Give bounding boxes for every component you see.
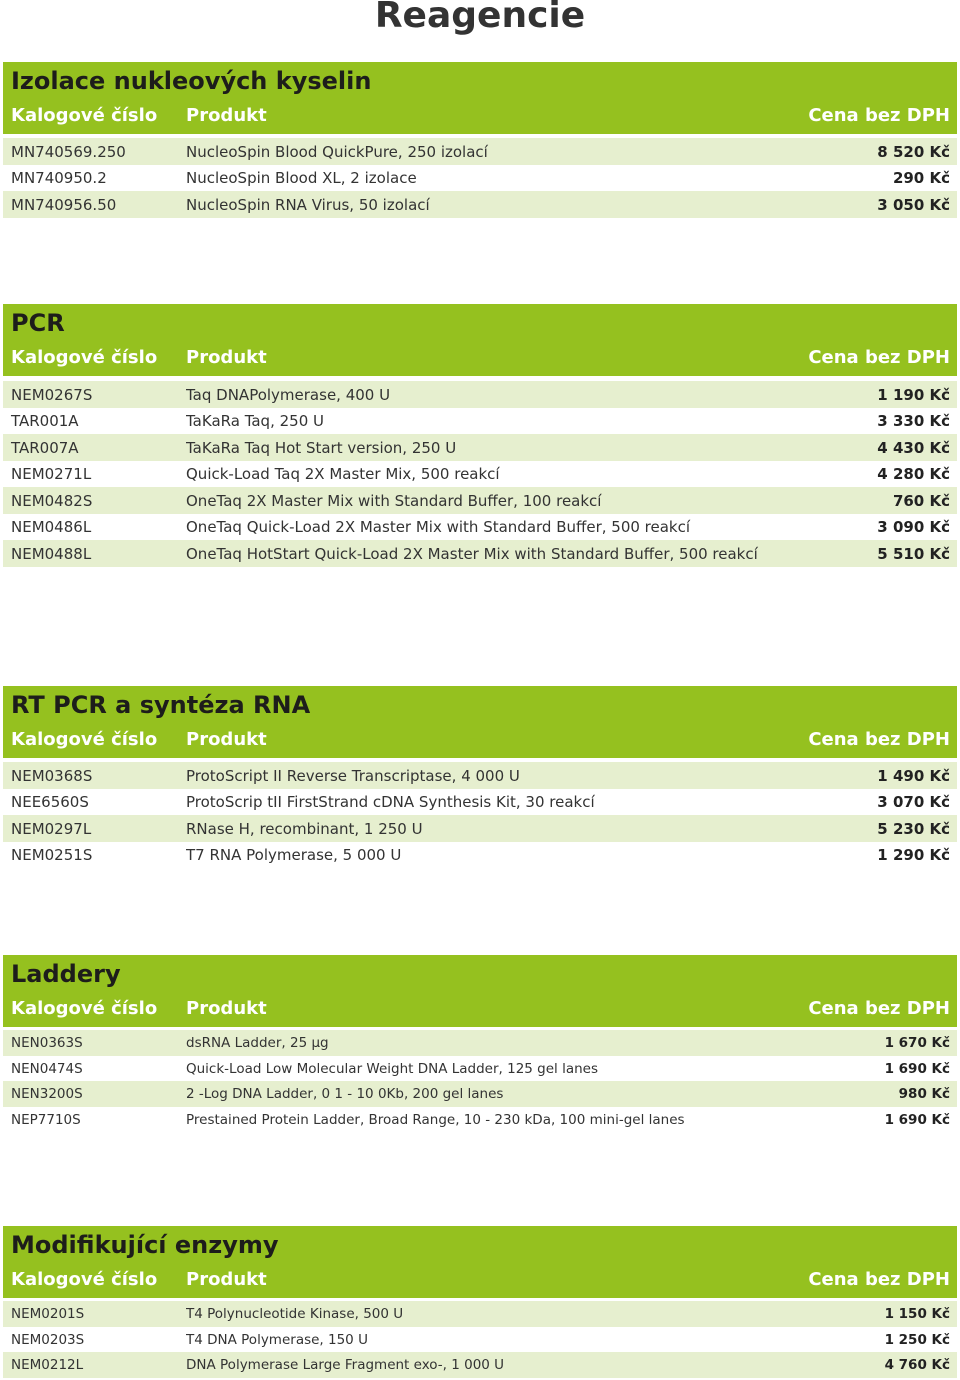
table-row	[3, 1030, 957, 1056]
section-header	[3, 1226, 957, 1298]
section-header	[3, 686, 957, 758]
row-price: 1 670 Kč	[884, 1035, 950, 1051]
column-headers	[3, 1262, 957, 1298]
row-code: NEM0297L	[11, 819, 92, 838]
row-code: NEM0201S	[11, 1306, 85, 1322]
row-product: NucleoSpin Blood XL, 2 izolace	[186, 169, 417, 187]
row-code: MN740950.2	[11, 169, 107, 187]
table-row	[3, 381, 957, 408]
row-price: 1 150 Kč	[884, 1306, 950, 1322]
row-product: OneTaq 2X Master Mix with Standard Buffer, 100 reakcí	[186, 491, 602, 510]
column-headers	[3, 340, 957, 376]
table-row	[3, 1081, 957, 1107]
row-code: MN740569.250	[11, 142, 126, 161]
col-price: Cena bez DPH	[808, 729, 950, 750]
row-product: Taq DNAPolymerase, 400 U	[186, 385, 391, 404]
row-price: 980 Kč	[898, 1086, 950, 1102]
row-code: NEE6560S	[11, 793, 89, 811]
table-row	[3, 191, 957, 218]
col-catalog: Kalogové číslo	[11, 1269, 158, 1290]
col-catalog: Kalogové číslo	[11, 998, 158, 1019]
row-code: NEM0267S	[11, 385, 93, 404]
row-code: NEN0474S	[11, 1060, 83, 1077]
section-header	[3, 955, 957, 1027]
col-product: Produkt	[186, 998, 267, 1019]
column-headers	[3, 98, 957, 134]
row-price: 1 490 Kč	[877, 766, 950, 785]
table-row	[3, 487, 957, 514]
table-row	[3, 1301, 957, 1327]
table-row	[3, 1107, 957, 1132]
row-price: 1 250 Kč	[884, 1331, 950, 1348]
row-code: NEM0203S	[11, 1331, 85, 1348]
table-row	[3, 138, 957, 165]
row-product: OneTaq HotStart Quick-Load 2X Master Mix with Standard Buffer, 500 reakcí	[186, 544, 758, 563]
row-product: RNase H, recombinant, 1 250 U	[186, 819, 423, 838]
section-pcr	[3, 304, 957, 567]
row-product: DNA Polymerase Large Fragment exo-, 1 000 U	[186, 1357, 505, 1373]
row-code: NEM0212L	[11, 1357, 84, 1373]
col-price: Cena bez DPH	[808, 347, 950, 368]
row-product: dsRNA Ladder, 25 µg	[186, 1035, 329, 1051]
row-price: 1 690 Kč	[884, 1111, 950, 1128]
row-price: 1 690 Kč	[884, 1060, 950, 1077]
table-row	[3, 1327, 957, 1352]
row-code: NEM0271L	[11, 465, 92, 483]
row-price: 4 760 Kč	[884, 1357, 950, 1373]
row-product: 2 -Log DNA Ladder, 0 1 - 10 0Kb, 200 gel lanes	[186, 1086, 504, 1102]
row-price: 4 430 Kč	[877, 438, 950, 457]
table-row	[3, 842, 957, 868]
table-row	[3, 815, 957, 842]
row-product: NucleoSpin RNA Virus, 50 izolací	[186, 195, 430, 214]
section-title: RT PCR a syntéza RNA	[11, 691, 311, 719]
col-product: Produkt	[186, 729, 267, 750]
row-product: T7 RNA Polymerase, 5 000 U	[186, 846, 402, 864]
row-code: TAR007A	[11, 438, 79, 457]
row-price: 8 520 Kč	[877, 142, 950, 161]
section-title: PCR	[11, 309, 65, 337]
row-product: ProtoScript II Reverse Transcriptase, 4 000 U	[186, 766, 520, 785]
section-modifikujici-enzymy	[3, 1226, 957, 1378]
table-row	[3, 434, 957, 461]
table-row	[3, 514, 957, 540]
row-product: T4 DNA Polymerase, 150 U	[186, 1331, 368, 1348]
row-price: 3 050 Kč	[877, 195, 950, 214]
row-price: 1 290 Kč	[877, 846, 950, 864]
section-rtpcr	[3, 686, 957, 868]
table-row	[3, 165, 957, 191]
row-product: Quick-Load Low Molecular Weight DNA Ladder, 125 gel lanes	[186, 1060, 599, 1077]
section-laddery	[3, 955, 957, 1132]
row-code: NEM0488L	[11, 544, 92, 563]
row-product: T4 Polynucleotide Kinase, 500 U	[186, 1306, 404, 1322]
col-price: Cena bez DPH	[808, 105, 950, 126]
row-code: MN740956.50	[11, 195, 117, 214]
col-price: Cena bez DPH	[808, 1269, 950, 1290]
col-catalog: Kalogové číslo	[11, 105, 158, 126]
row-code: NEP7710S	[11, 1111, 81, 1128]
row-price: 760 Kč	[892, 491, 950, 510]
row-product: Quick-Load Taq 2X Master Mix, 500 reakcí	[186, 465, 500, 483]
table-row	[3, 1056, 957, 1081]
page-title: Reagencie	[374, 0, 586, 36]
col-catalog: Kalogové číslo	[11, 347, 158, 368]
row-product: ProtoScrip tII FirstStrand cDNA Synthesis Kit, 30 reakcí	[186, 793, 595, 811]
row-product: Prestained Protein Ladder, Broad Range, 10 - 230 kDa, 100 mini-gel lanes	[186, 1111, 685, 1128]
col-price: Cena bez DPH	[808, 998, 950, 1019]
row-code: NEM0251S	[11, 846, 93, 864]
row-product: TaKaRa Taq, 250 U	[186, 412, 324, 430]
section-title: Laddery	[11, 960, 121, 988]
row-price: 3 330 Kč	[877, 412, 950, 430]
row-product: NucleoSpin Blood QuickPure, 250 izolací	[186, 142, 488, 161]
section-header	[3, 304, 957, 376]
row-code: NEN0363S	[11, 1035, 83, 1051]
row-code: NEN3200S	[11, 1086, 83, 1102]
section-header	[3, 62, 957, 134]
section-izolace	[3, 62, 957, 218]
row-price: 290 Kč	[892, 169, 950, 187]
section-title: Izolace nukleových kyselin	[11, 67, 372, 95]
table-row	[3, 461, 957, 487]
row-code: TAR001A	[11, 412, 79, 430]
row-product: TaKaRa Taq Hot Start version, 250 U	[186, 438, 457, 457]
column-headers	[3, 722, 957, 758]
row-price: 4 280 Kč	[877, 465, 950, 483]
row-code: NEM0486L	[11, 518, 92, 536]
table-row	[3, 1352, 957, 1378]
row-product: OneTaq Quick-Load 2X Master Mix with Standard Buffer, 500 reakcí	[186, 518, 691, 536]
column-headers	[3, 991, 957, 1027]
row-price: 5 510 Kč	[877, 544, 950, 563]
table-row	[3, 540, 957, 567]
col-catalog: Kalogové číslo	[11, 729, 158, 750]
row-price: 3 070 Kč	[877, 793, 950, 811]
row-code: NEM0368S	[11, 766, 93, 785]
row-price: 3 090 Kč	[877, 518, 950, 536]
col-product: Produkt	[186, 105, 267, 126]
row-price: 1 190 Kč	[877, 385, 950, 404]
table-row	[3, 789, 957, 815]
row-price: 5 230 Kč	[877, 819, 950, 838]
col-product: Produkt	[186, 1269, 267, 1290]
table-row	[3, 408, 957, 434]
section-title: Modifikující enzymy	[11, 1231, 279, 1259]
row-code: NEM0482S	[11, 491, 93, 510]
col-product: Produkt	[186, 347, 267, 368]
table-row	[3, 762, 957, 789]
